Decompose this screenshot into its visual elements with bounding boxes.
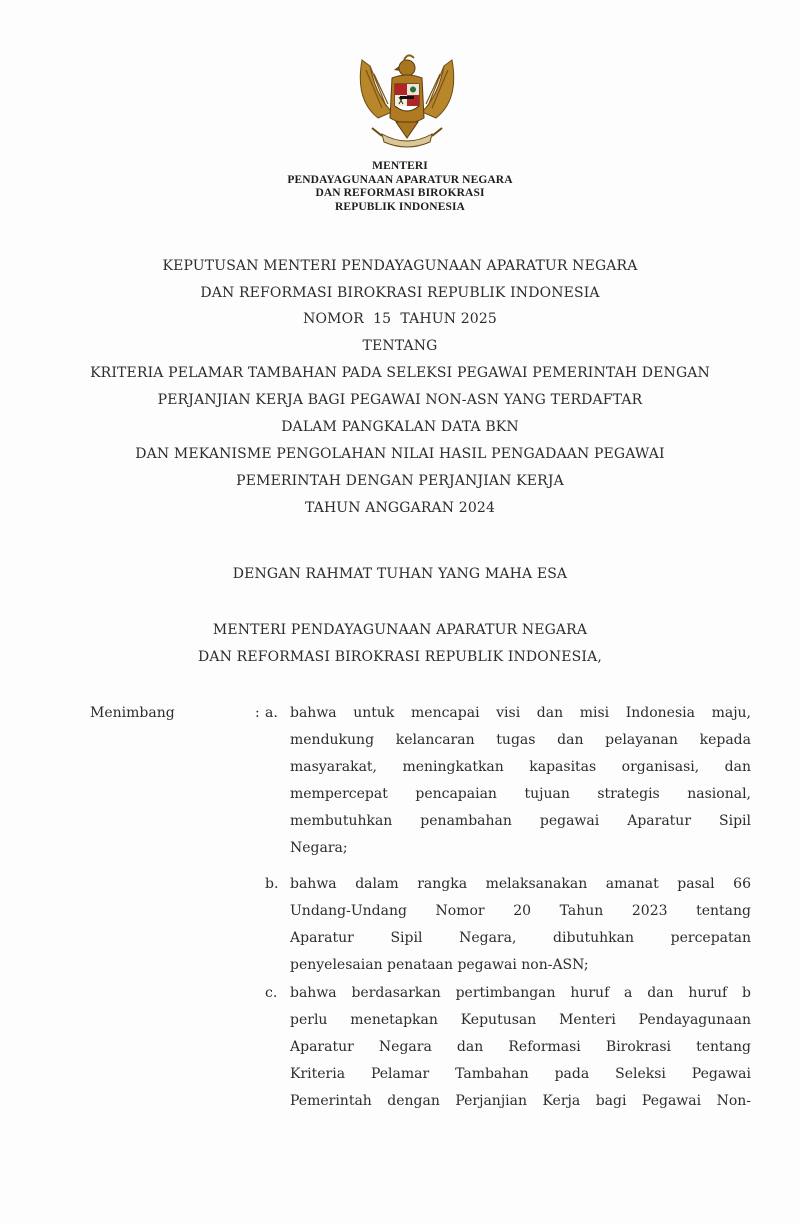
clause-text <box>290 700 751 863</box>
decree-subject <box>0 360 800 522</box>
clause-line: perlu menetapkan Keputusan Menteri Pendayagunaan <box>290 1012 751 1029</box>
clause-text <box>290 980 751 1115</box>
minister-line: MENTERI PENDAYAGUNAAN APARATUR NEGARA <box>212 622 588 638</box>
clause-line: bahwa dalam rangka melaksanakan amanat pasal 66 <box>290 876 751 892</box>
clause-line: bahwa untuk mencapai visi dan misi Indonesia maju, <box>290 705 751 721</box>
decree-number: NOMOR 15 TAHUN 2025 <box>303 311 497 327</box>
clause-marker: a. <box>265 705 278 721</box>
considering-label: Menimbang <box>90 705 175 721</box>
subject-line: KRITERIA PELAMAR TAMBAHAN PADA SELEKSI PEGAWAI PEMERINTAH DENGAN <box>90 365 710 381</box>
clause-line: mendukung kelancaran tugas dan pelayanan kepada <box>290 732 751 749</box>
clause-line: penyelesaian penataan pegawai non-ASN; <box>290 957 589 974</box>
subject-line: PERJANJIAN KERJA BAGI PEGAWAI NON-ASN YANG TERDAFTAR <box>157 392 643 408</box>
invocation-text: DENGAN RAHMAT TUHAN YANG MAHA ESA <box>232 566 568 582</box>
subject-line: TAHUN ANGGARAN 2024 <box>304 500 496 516</box>
letterhead-line: MENTERI <box>372 160 428 172</box>
about-label: TENTANG <box>362 337 438 354</box>
subject-line: PEMERINTAH DENGAN PERJANJIAN KERJA <box>236 473 564 489</box>
clause-line: Undang-Undang Nomor 20 Tahun 2023 tentang <box>290 903 751 920</box>
title-line: DAN REFORMASI BIROKRASI REPUBLIK INDONESIA <box>200 284 600 301</box>
clause-line: Negara; <box>290 840 348 857</box>
clause-line: Aparatur Negara dan Reformasi Birokrasi tentang <box>290 1039 751 1056</box>
clause-marker: c. <box>265 985 278 1001</box>
minister-heading <box>0 617 800 670</box>
clause-line: mempercepat pencapaian tujuan strategis nasional, <box>290 786 751 803</box>
clause-line: Kriteria Pelamar Tambahan pada Seleksi Pegawai <box>290 1066 751 1083</box>
letterhead <box>0 160 800 214</box>
invocation <box>0 561 800 588</box>
clause-text <box>290 871 751 979</box>
garuda-emblem-icon <box>352 52 462 152</box>
letterhead-line: REPUBLIK INDONESIA <box>335 200 465 213</box>
clause-line: masyarakat, meningkatkan kapasitas organisasi, dan <box>290 759 751 776</box>
clause-line: Pemerintah dengan Perjanjian Kerja bagi Pegawai Non- <box>290 1093 751 1110</box>
considering-colon: : <box>255 705 260 721</box>
subject-line: DAN MEKANISME PENGOLAHAN NILAI HASIL PENGADAAN PEGAWAI <box>135 446 665 462</box>
minister-line: DAN REFORMASI BIROKRASI REPUBLIK INDONESIA, <box>198 648 602 665</box>
letterhead-line: PENDAYAGUNAAN APARATUR NEGARA <box>287 173 513 186</box>
title-line: KEPUTUSAN MENTERI PENDAYAGUNAAN APARATUR NEGARA <box>162 258 638 274</box>
clause-line: Aparatur Sipil Negara, dibutuhkan percepatan <box>290 930 751 947</box>
clause-line: bahwa berdasarkan pertimbangan huruf a dan huruf b <box>290 985 751 1001</box>
subject-line: DALAM PANGKALAN DATA BKN <box>281 419 519 435</box>
clause-marker: b. <box>265 876 279 892</box>
letterhead-line: DAN REFORMASI BIROKRASI <box>315 187 485 199</box>
clause-line: membutuhkan penambahan pegawai Aparatur Sipil <box>290 813 751 830</box>
decree-title <box>0 253 800 359</box>
